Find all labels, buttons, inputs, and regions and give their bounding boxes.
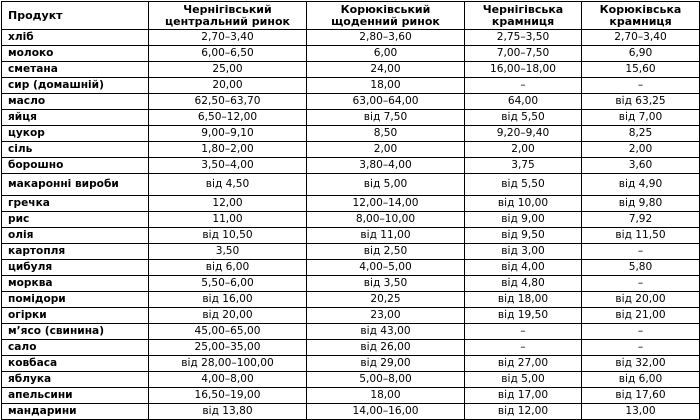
price-cell-chernihiv-shop: від 5,50 [465,110,582,126]
price-cell-chernihiv-shop: 2,75–3,50 [465,30,582,46]
price-cell-chernihiv-market: 9,00–9,10 [149,126,307,142]
table-body [2,30,700,420]
price-cell-koriukivka-shop: від 20,00 [582,292,700,308]
price-cell-chernihiv-shop: – [465,340,582,356]
product-name-cell: яйця [2,110,149,126]
price-cell-chernihiv-shop: від 12,00 [465,404,582,420]
table-row [2,324,700,340]
price-cell-chernihiv-shop: від 17,00 [465,388,582,404]
price-cell-koriukivka-shop: – [582,244,700,260]
price-cell-koriukivka-market: від 2,50 [307,244,465,260]
price-cell-chernihiv-shop: від 4,00 [465,260,582,276]
product-name-cell: ковбаса [2,356,149,372]
price-cell-koriukivka-market: 6,00 [307,46,465,62]
price-cell-chernihiv-market: 25,00 [149,62,307,78]
price-cell-koriukivka-market: 18,00 [307,388,465,404]
price-cell-chernihiv-shop: 7,00–7,50 [465,46,582,62]
price-cell-koriukivka-market: від 26,00 [307,340,465,356]
table-row [2,110,700,126]
product-name-cell: молоко [2,46,149,62]
price-cell-chernihiv-market: від 16,00 [149,292,307,308]
price-cell-chernihiv-market: 16,50–19,00 [149,388,307,404]
price-cell-koriukivka-market: 23,00 [307,308,465,324]
price-cell-chernihiv-market: від 28,00–100,00 [149,356,307,372]
price-cell-chernihiv-shop: від 19,50 [465,308,582,324]
price-cell-chernihiv-shop: – [465,324,582,340]
price-cell-koriukivka-market: 8,50 [307,126,465,142]
product-name-cell: масло [2,94,149,110]
price-cell-chernihiv-market: 6,50–12,00 [149,110,307,126]
table-row [2,94,700,110]
table-row [2,356,700,372]
price-cell-koriukivka-market: 2,00 [307,142,465,158]
price-cell-koriukivka-shop: від 9,80 [582,196,700,212]
product-name-cell: гречка [2,196,149,212]
table-row [2,372,700,388]
price-cell-koriukivka-market: від 7,50 [307,110,465,126]
product-name-cell: мандарини [2,404,149,420]
price-cell-chernihiv-shop: від 3,00 [465,244,582,260]
price-cell-koriukivka-shop: 5,80 [582,260,700,276]
price-cell-chernihiv-market: від 20,00 [149,308,307,324]
price-cell-chernihiv-market: від 13,80 [149,404,307,420]
price-cell-chernihiv-market: від 4,50 [149,174,307,196]
price-cell-chernihiv-shop: 64,00 [465,94,582,110]
price-cell-koriukivka-shop: від 7,00 [582,110,700,126]
price-cell-koriukivka-shop: – [582,78,700,94]
price-cell-chernihiv-market: від 6,00 [149,260,307,276]
price-cell-koriukivka-market: 8,00–10,00 [307,212,465,228]
header-koriukivka-market: Корюківський щоденний ринок [307,2,465,30]
price-cell-chernihiv-shop: від 10,00 [465,196,582,212]
header-product: Продукт [2,2,149,30]
price-cell-chernihiv-shop: від 9,50 [465,228,582,244]
price-cell-koriukivka-shop: 15,60 [582,62,700,78]
price-cell-chernihiv-shop: 16,00–18,00 [465,62,582,78]
price-cell-chernihiv-shop: від 18,00 [465,292,582,308]
price-cell-chernihiv-market: 45,00–65,00 [149,324,307,340]
price-cell-koriukivka-shop: від 11,50 [582,228,700,244]
price-cell-chernihiv-market: 2,70–3,40 [149,30,307,46]
price-cell-koriukivka-market: від 11,00 [307,228,465,244]
price-cell-koriukivka-market: від 5,00 [307,174,465,196]
price-cell-koriukivka-shop: 3,60 [582,158,700,174]
table-row [2,292,700,308]
price-cell-chernihiv-shop: 9,20–9,40 [465,126,582,142]
price-cell-koriukivka-market: 20,25 [307,292,465,308]
table-row [2,126,700,142]
price-cell-koriukivka-market: 5,00–8,00 [307,372,465,388]
price-cell-koriukivka-shop: від 32,00 [582,356,700,372]
price-cell-chernihiv-market: 25,00–35,00 [149,340,307,356]
price-cell-chernihiv-shop: 2,00 [465,142,582,158]
product-name-cell: олія [2,228,149,244]
price-cell-koriukivka-shop: – [582,276,700,292]
price-cell-koriukivka-shop: від 6,00 [582,372,700,388]
price-cell-koriukivka-shop: від 4,90 [582,174,700,196]
table-row [2,388,700,404]
table-row [2,260,700,276]
price-cell-koriukivka-shop: 8,25 [582,126,700,142]
price-cell-koriukivka-market: 12,00–14,00 [307,196,465,212]
table-row [2,212,700,228]
table-row [2,244,700,260]
price-cell-chernihiv-shop: від 4,80 [465,276,582,292]
price-cell-koriukivka-shop: від 21,00 [582,308,700,324]
product-name-cell: огірки [2,308,149,324]
price-cell-chernihiv-market: 20,00 [149,78,307,94]
price-cell-koriukivka-market: 24,00 [307,62,465,78]
price-cell-koriukivka-market: від 29,00 [307,356,465,372]
product-name-cell: морква [2,276,149,292]
table-row [2,308,700,324]
price-cell-chernihiv-shop: від 5,00 [465,372,582,388]
price-cell-chernihiv-market: 11,00 [149,212,307,228]
price-cell-koriukivka-market: 3,80–4,00 [307,158,465,174]
product-name-cell: яблука [2,372,149,388]
price-cell-koriukivka-market: від 3,50 [307,276,465,292]
price-cell-koriukivka-shop: 13,00 [582,404,700,420]
product-name-cell: рис [2,212,149,228]
product-name-cell: сіль [2,142,149,158]
product-name-cell: хліб [2,30,149,46]
table-row [2,174,700,196]
price-cell-koriukivka-market: 63,00–64,00 [307,94,465,110]
price-table [1,1,700,420]
product-name-cell: цукор [2,126,149,142]
price-cell-chernihiv-shop: від 5,50 [465,174,582,196]
price-cell-chernihiv-market: 4,00–8,00 [149,372,307,388]
price-cell-koriukivka-shop: – [582,324,700,340]
table-header-row [2,2,700,30]
price-cell-koriukivka-market: 4,00–5,00 [307,260,465,276]
price-cell-chernihiv-shop: від 9,00 [465,212,582,228]
price-cell-koriukivka-shop: – [582,340,700,356]
price-cell-chernihiv-market: 3,50 [149,244,307,260]
price-cell-chernihiv-shop: 3,75 [465,158,582,174]
product-name-cell: м’ясо (свинина) [2,324,149,340]
product-name-cell: борошно [2,158,149,174]
table-row [2,158,700,174]
price-cell-koriukivka-market: від 43,00 [307,324,465,340]
table-row [2,46,700,62]
price-cell-chernihiv-market: 62,50–63,70 [149,94,307,110]
price-cell-chernihiv-market: 1,80–2,00 [149,142,307,158]
price-cell-chernihiv-market: 3,50–4,00 [149,158,307,174]
table-row [2,196,700,212]
price-cell-koriukivka-shop: 7,92 [582,212,700,228]
product-name-cell: апельсини [2,388,149,404]
product-name-cell: сир (домашній) [2,78,149,94]
header-chernihiv-shop: Чернігівська крамниця [465,2,582,30]
table-row [2,228,700,244]
price-cell-koriukivka-market: 14,00–16,00 [307,404,465,420]
table-row [2,62,700,78]
price-cell-chernihiv-market: 12,00 [149,196,307,212]
table-row [2,276,700,292]
product-name-cell: макаронні вироби [2,174,149,196]
table-row [2,404,700,420]
price-cell-koriukivka-market: 2,80–3,60 [307,30,465,46]
product-name-cell: сметана [2,62,149,78]
price-cell-chernihiv-market: від 10,50 [149,228,307,244]
product-name-cell: помідори [2,292,149,308]
price-cell-chernihiv-shop: – [465,78,582,94]
price-cell-chernihiv-market: 5,50–6,00 [149,276,307,292]
product-name-cell: сало [2,340,149,356]
product-name-cell: картопля [2,244,149,260]
price-cell-chernihiv-shop: від 27,00 [465,356,582,372]
price-cell-koriukivka-shop: 2,00 [582,142,700,158]
price-cell-chernihiv-market: 6,00–6,50 [149,46,307,62]
table-row [2,30,700,46]
header-koriukivka-shop: Корюківська крамниця [582,2,700,30]
header-chernihiv-market: Чернігівський центральний ринок [149,2,307,30]
price-cell-koriukivka-shop: 2,70–3,40 [582,30,700,46]
table-row [2,340,700,356]
price-cell-koriukivka-market: 18,00 [307,78,465,94]
product-name-cell: цибуля [2,260,149,276]
price-cell-koriukivka-shop: 6,90 [582,46,700,62]
table-row [2,142,700,158]
price-cell-koriukivka-shop: від 17,60 [582,388,700,404]
price-cell-koriukivka-shop: від 63,25 [582,94,700,110]
table-row [2,78,700,94]
